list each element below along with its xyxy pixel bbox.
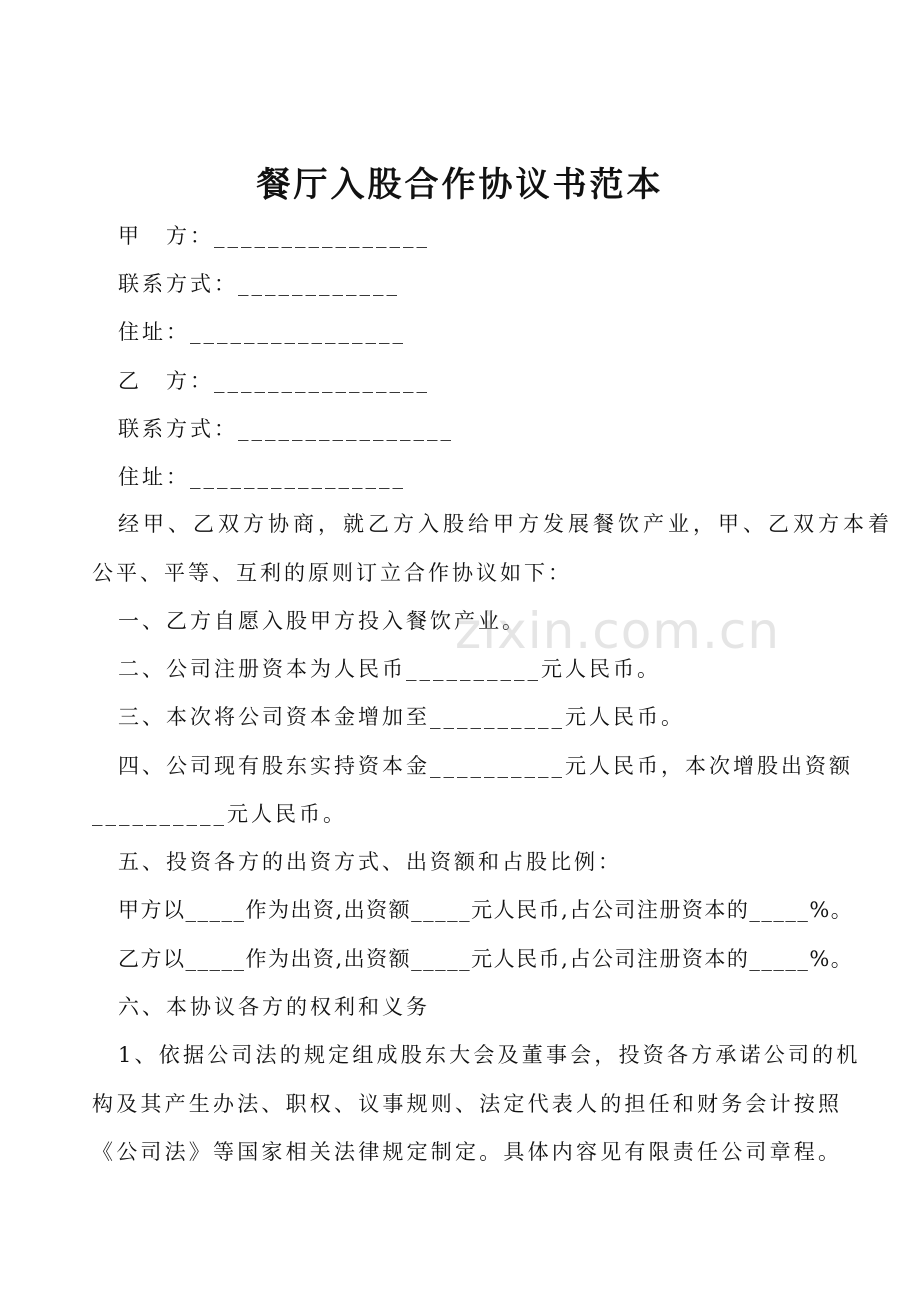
clause-6-heading: 六、本协议各方的权利和义务	[118, 995, 430, 1019]
clause-6-item-1-line-3: 《公司法》等国家相关法律规定制定。具体内容见有限责任公司章程。	[92, 1140, 843, 1164]
clause-2: 二、公司注册资本为人民币__________元人民币。	[118, 657, 661, 681]
clause-4-line-1: 四、公司现有股东实持资本金__________元人民币，本次增股出资额	[118, 754, 853, 778]
party-a-name-line: 甲 方：________________	[118, 224, 430, 248]
watermark: zixin.com.cn	[455, 602, 781, 660]
preamble-line-2: 公平、平等、互利的原则订立合作协议如下：	[92, 561, 572, 585]
party-a-address-line: 住址：________________	[118, 320, 406, 344]
clause-4-line-2: __________元人民币。	[92, 802, 347, 826]
clause-1: 一、乙方自愿入股甲方投入餐饮产业。	[118, 609, 526, 633]
preamble-line-1: 经甲、乙双方协商，就乙方入股给甲方发展餐饮产业，甲、乙双方本着	[118, 512, 893, 536]
party-a-contact-line: 联系方式：____________	[118, 272, 400, 296]
clause-6-item-1-line-1: 1、依据公司法的规定组成股东大会及董事会，投资各方承诺公司的机	[118, 1043, 861, 1067]
clause-3: 三、本次将公司资本金增加至__________元人民币。	[118, 705, 685, 729]
clause-5-heading: 五、投资各方的出资方式、出资额和占股比例：	[118, 850, 622, 874]
party-b-name-line: 乙 方：________________	[118, 369, 430, 393]
clause-6-item-1-line-2: 构及其产生办法、职权、议事规则、法定代表人的担任和财务会计按照	[92, 1092, 843, 1116]
party-b-contact-line: 联系方式：________________	[118, 417, 454, 441]
party-b-address-line: 住址：________________	[118, 465, 406, 489]
clause-5-party-a: 甲方以_____作为出资,出资额_____元人民币,占公司注册资本的_____%。	[118, 898, 854, 922]
document-title: 餐厅入股合作协议书范本	[256, 165, 664, 205]
clause-5-party-b: 乙方以_____作为出资,出资额_____元人民币,占公司注册资本的_____%。	[118, 947, 854, 971]
